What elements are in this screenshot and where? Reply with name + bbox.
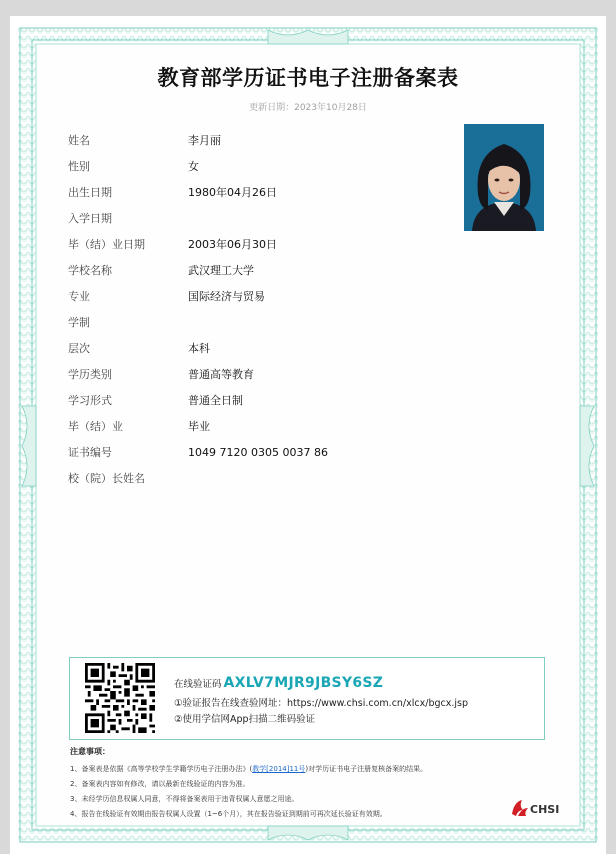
chsi-logo-text: CHSI <box>530 803 560 816</box>
field-value: 毕业 <box>188 420 210 433</box>
field-label: 证书编号 <box>68 446 112 459</box>
field-value: 本科 <box>188 342 210 355</box>
field-label: 毕（结）业日期 <box>68 238 145 251</box>
note-text: 3、未经学历信息权属人同意，不得将备案表用于违背权属人意愿之用途。 <box>70 795 299 803</box>
field-value: 普通高等教育 <box>188 368 254 381</box>
note-text: 2、备案表内容如有修改，请以最新在线验证的内容为准。 <box>70 780 250 788</box>
field-label: 性别 <box>68 160 90 173</box>
field-label: 学校名称 <box>68 264 112 277</box>
chsi-logo <box>510 794 570 818</box>
note-item <box>70 764 427 774</box>
field-label: 学历类别 <box>68 368 112 381</box>
field-value: 女 <box>188 160 199 173</box>
verification-code[interactable]: AXLV7MJR9JBSY6SZ <box>223 675 384 691</box>
document-title: 教育部学历证书电子注册备案表 <box>157 66 459 90</box>
field-value: 1049 7120 0305 0037 86 <box>188 446 328 459</box>
regulation-link[interactable]: 教学[2014]11号 <box>252 765 306 773</box>
field-label: 校（院）长姓名 <box>68 472 145 485</box>
updated-date: 更新日期：2023年10月28日 <box>249 103 367 113</box>
field-label: 毕（结）业 <box>68 420 123 433</box>
note-text: 1、备案表是依据《高等学校学生学籍学历电子注册办法》( <box>70 765 253 773</box>
field-label: 层次 <box>68 342 90 355</box>
note-text: )对学历证书电子注册复核备案的结果。 <box>305 765 428 773</box>
notes-title: 注意事项： <box>70 747 110 756</box>
field-label: 学习形式 <box>68 394 112 407</box>
field-label: 专业 <box>68 290 90 303</box>
verification-url-line[interactable]: ①验证报告在线查验网址：https://www.chsi.com.cn/xlcx/bgcx.jsp <box>174 698 468 709</box>
verification-app-line: ②使用学信网App扫描二维码验证 <box>174 714 316 725</box>
field-value: 国际经济与贸易 <box>188 290 265 303</box>
field-label: 姓名 <box>68 134 90 147</box>
note-item <box>70 779 249 789</box>
field-value: 2003年06月30日 <box>188 238 277 251</box>
field-label: 学制 <box>68 316 90 329</box>
field-value: 李月丽 <box>188 134 221 147</box>
verification-code-label: 在线验证码 <box>174 679 222 690</box>
field-value: 普通全日制 <box>188 394 243 407</box>
verification-code-row <box>174 675 383 691</box>
note-item <box>70 794 298 804</box>
field-value: 1980年04月26日 <box>188 186 277 199</box>
verification-panel <box>69 657 545 740</box>
notes-section <box>70 746 540 818</box>
note-item <box>70 809 387 819</box>
note-text: 4、报告在线验证有效期由报告权属人设置（1~6个月），其在报告验证到期前可再次延长验证有效期。 <box>70 810 387 818</box>
field-label: 入学日期 <box>68 212 112 225</box>
field-label: 出生日期 <box>68 186 112 199</box>
field-value: 武汉理工大学 <box>188 264 254 277</box>
student-photo <box>464 124 544 231</box>
qr-code-icon[interactable] <box>85 663 155 733</box>
